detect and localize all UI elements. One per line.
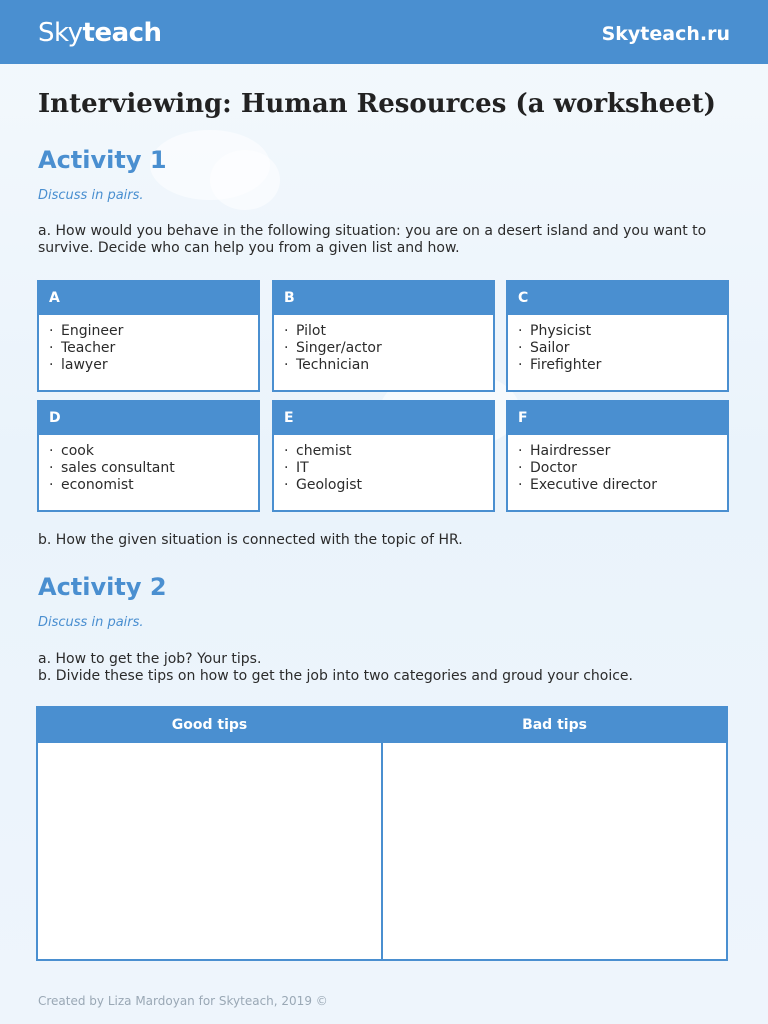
- card-item: [518, 443, 727, 460]
- bullet-dot-icon: ·: [284, 340, 289, 356]
- card-item-text: Pilot: [296, 323, 326, 339]
- bullet-dot-icon: ·: [49, 443, 54, 459]
- card-item-text: sales consultant: [61, 460, 175, 476]
- card-item: [518, 477, 727, 494]
- card-item-text: Geologist: [296, 477, 363, 493]
- logo-text-sky: Sky: [38, 18, 83, 48]
- bullet-dot-icon: ·: [284, 323, 289, 339]
- good-tips-header: Good tips: [38, 708, 381, 743]
- card-item: [284, 443, 493, 460]
- bullet-dot-icon: ·: [518, 477, 523, 493]
- activity-2-task-a: a. How to get the job? Your tips.: [38, 651, 262, 667]
- card-item: [518, 460, 727, 477]
- bad-tips-header: Bad tips: [383, 708, 726, 743]
- card-item-text: Physicist: [530, 323, 592, 339]
- card-item: [518, 323, 727, 340]
- bullet-dot-icon: ·: [49, 340, 54, 356]
- card-item-text: Sailor: [530, 340, 570, 356]
- bullet-dot-icon: ·: [284, 477, 289, 493]
- bad-tips-cell[interactable]: [383, 743, 726, 959]
- card-item-text: Technician: [296, 357, 370, 373]
- activity-1-task-a: a. How would you behave in the following situation: you are on a desert island and you want to survive. Decide who can help you from a given list and how.: [38, 223, 707, 256]
- card-item-text: Firefighter: [530, 357, 602, 373]
- card-item: [49, 323, 258, 340]
- card-item-text: Singer/actor: [296, 340, 382, 356]
- activity-2-heading: Activity 2: [38, 573, 167, 601]
- card-item: [518, 340, 727, 357]
- card-item-list: [274, 315, 493, 374]
- page-title: Interviewing: Human Resources (a worksheet): [38, 89, 716, 119]
- good-tips-column: [38, 708, 381, 959]
- bullet-dot-icon: ·: [49, 323, 54, 339]
- bullet-dot-icon: ·: [518, 443, 523, 459]
- card-item-list: [508, 315, 727, 374]
- card-item-text: Executive director: [530, 477, 657, 493]
- tips-table: [36, 706, 728, 961]
- good-tips-cell[interactable]: [38, 743, 381, 959]
- card-item-list: [39, 435, 258, 494]
- card-item: [49, 443, 258, 460]
- card-item-text: IT: [296, 460, 309, 476]
- card-item: [284, 477, 493, 494]
- card-item: [284, 357, 493, 374]
- bullet-dot-icon: ·: [284, 460, 289, 476]
- activity-1-instruction: Discuss in pairs.: [38, 188, 144, 203]
- activity-1-heading: Activity 1: [38, 146, 167, 174]
- activity-1-task-b: b. How the given situation is connected with the topic of HR.: [38, 532, 463, 548]
- option-card-a: [37, 280, 260, 392]
- card-item-text: Teacher: [61, 340, 116, 356]
- activity-2-task-b: b. Divide these tips on how to get the job into two categories and groud your choice.: [38, 668, 633, 684]
- card-item: [49, 340, 258, 357]
- card-item-text: cook: [61, 443, 94, 459]
- bullet-dot-icon: ·: [518, 340, 523, 356]
- card-item: [49, 477, 258, 494]
- skyteach-logo[interactable]: [38, 16, 162, 50]
- bullet-dot-icon: ·: [284, 443, 289, 459]
- card-item: [284, 340, 493, 357]
- card-label: F: [508, 402, 727, 435]
- card-item-text: Hairdresser: [530, 443, 611, 459]
- background-cloud: [210, 150, 280, 210]
- card-item: [518, 357, 727, 374]
- site-header: [0, 0, 768, 64]
- card-item: [284, 323, 493, 340]
- card-label: B: [274, 282, 493, 315]
- card-item-text: Doctor: [530, 460, 577, 476]
- card-item: [49, 460, 258, 477]
- card-item-text: chemist: [296, 443, 352, 459]
- card-item-list: [39, 315, 258, 374]
- bad-tips-column: [381, 708, 726, 959]
- option-card-b: [272, 280, 495, 392]
- bullet-dot-icon: ·: [49, 460, 54, 476]
- card-label: E: [274, 402, 493, 435]
- card-label: D: [39, 402, 258, 435]
- option-card-f: [506, 400, 729, 512]
- card-item: [284, 460, 493, 477]
- card-label: C: [508, 282, 727, 315]
- card-item-list: [508, 435, 727, 494]
- card-item-list: [274, 435, 493, 494]
- card-item-text: lawyer: [61, 357, 108, 373]
- card-label: A: [39, 282, 258, 315]
- card-item: [49, 357, 258, 374]
- option-card-e: [272, 400, 495, 512]
- bullet-dot-icon: ·: [518, 323, 523, 339]
- logo-text-teach: teach: [82, 18, 162, 48]
- bullet-dot-icon: ·: [49, 357, 54, 373]
- activity-2-instruction: Discuss in pairs.: [38, 615, 144, 630]
- bullet-dot-icon: ·: [284, 357, 289, 373]
- footer-credit: Created by Liza Mardoyan for Skyteach, 2019 ©: [38, 994, 328, 1008]
- bullet-dot-icon: ·: [518, 357, 523, 373]
- bullet-dot-icon: ·: [49, 477, 54, 493]
- option-card-d: [37, 400, 260, 512]
- card-item-text: Engineer: [61, 323, 124, 339]
- option-card-c: [506, 280, 729, 392]
- bullet-dot-icon: ·: [518, 460, 523, 476]
- site-link[interactable]: Skyteach.ru: [601, 23, 730, 45]
- card-item-text: economist: [61, 477, 134, 493]
